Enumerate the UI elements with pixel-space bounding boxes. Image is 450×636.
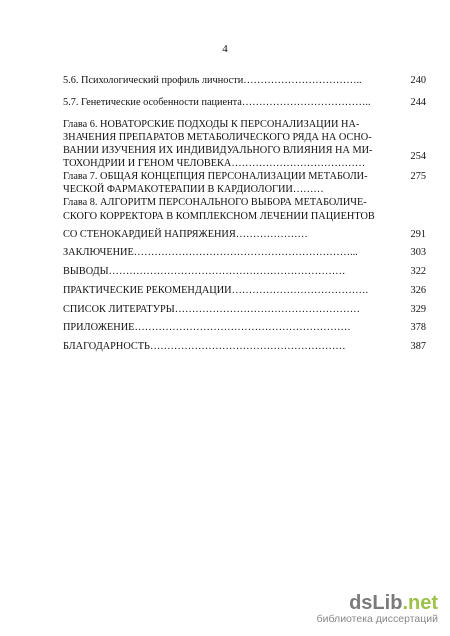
toc-page-number: 329 bbox=[410, 304, 426, 315]
watermark-logo-main: dsLib bbox=[349, 592, 403, 614]
toc-line: Глава 8. АЛГОРИТМ ПЕРСОНАЛЬНОГО ВЫБОРА МЕТАБОЛИЧЕ- bbox=[63, 197, 367, 208]
toc-page-number: 322 bbox=[410, 266, 426, 277]
watermark-logo bbox=[317, 593, 438, 613]
toc-line: ЗНАЧЕНИЯ ПРЕПАРАТОВ МЕТАБОЛИЧЕСКОГО РЯДА НА ОСНО- bbox=[63, 132, 372, 143]
watermark-tagline: библиотека диссертаций bbox=[316, 613, 438, 625]
toc-line: ТОХОНДРИИ И ГЕНОМ ЧЕЛОВЕКА………………………………… bbox=[63, 158, 366, 169]
toc-page-number: 275 bbox=[410, 171, 426, 182]
toc-line: БЛАГОДАРНОСТЬ………………………………………………… bbox=[63, 341, 346, 352]
toc-page-number: 291 bbox=[410, 229, 426, 240]
toc-line: ВЫВОДЫ…………………………………………………………… bbox=[63, 266, 346, 277]
toc-line: ВАНИИ ИЗУЧЕНИЯ ИХ ИНДИВИДУАЛЬНОГО ВЛИЯНИЯ НА МИ- bbox=[63, 145, 373, 156]
toc-line: СКОГО КОРРЕКТОРА В КОМПЛЕКСНОМ ЛЕЧЕНИИ ПАЦИЕНТОВ bbox=[63, 211, 375, 222]
toc-line: ЗАКЛЮЧЕНИЕ………………………………………………………... bbox=[63, 247, 358, 258]
toc-page-number: 244 bbox=[410, 97, 426, 108]
toc-line: СПИСОК ЛИТЕРАТУРЫ……………………………………………… bbox=[63, 304, 361, 315]
toc-line: Глава 6. НОВАТОРСКИЕ ПОДХОДЫ К ПЕРСОНАЛИЗАЦИИ НА- bbox=[63, 119, 360, 130]
toc-line: СО СТЕНОКАРДИЕЙ НАПРЯЖЕНИЯ………………… bbox=[63, 229, 308, 240]
toc-page-number: 303 bbox=[410, 247, 426, 258]
toc-page-number: 326 bbox=[410, 285, 426, 296]
toc-page-number: 240 bbox=[410, 75, 426, 86]
toc-line: 5.6. Психологический профиль личности…………………………….. bbox=[63, 75, 362, 86]
toc-line: Глава 7. ОБЩАЯ КОНЦЕПЦИЯ ПЕРСОНАЛИЗАЦИИ МЕТАБОЛИ- bbox=[63, 171, 368, 182]
toc-page-number: 254 bbox=[410, 151, 426, 162]
toc-line: 5.7. Генетические особенности пациента……………………………….. bbox=[63, 97, 371, 108]
toc-page-number: 387 bbox=[410, 341, 426, 352]
toc-line: ПРИЛОЖЕНИЕ……………………………………………………… bbox=[63, 322, 351, 333]
toc-line: ПРАКТИЧЕСКИЕ РЕКОМЕНДАЦИИ…………………………………. bbox=[63, 285, 369, 296]
watermark-logo-accent: .net bbox=[402, 592, 438, 614]
toc-line: ЧЕСКОЙ ФАРМАКОТЕРАПИИ В КАРДИОЛОГИИ……… bbox=[63, 184, 324, 195]
page-number: 4 bbox=[222, 43, 228, 55]
toc-page-number: 378 bbox=[410, 322, 426, 333]
watermark bbox=[317, 593, 438, 626]
